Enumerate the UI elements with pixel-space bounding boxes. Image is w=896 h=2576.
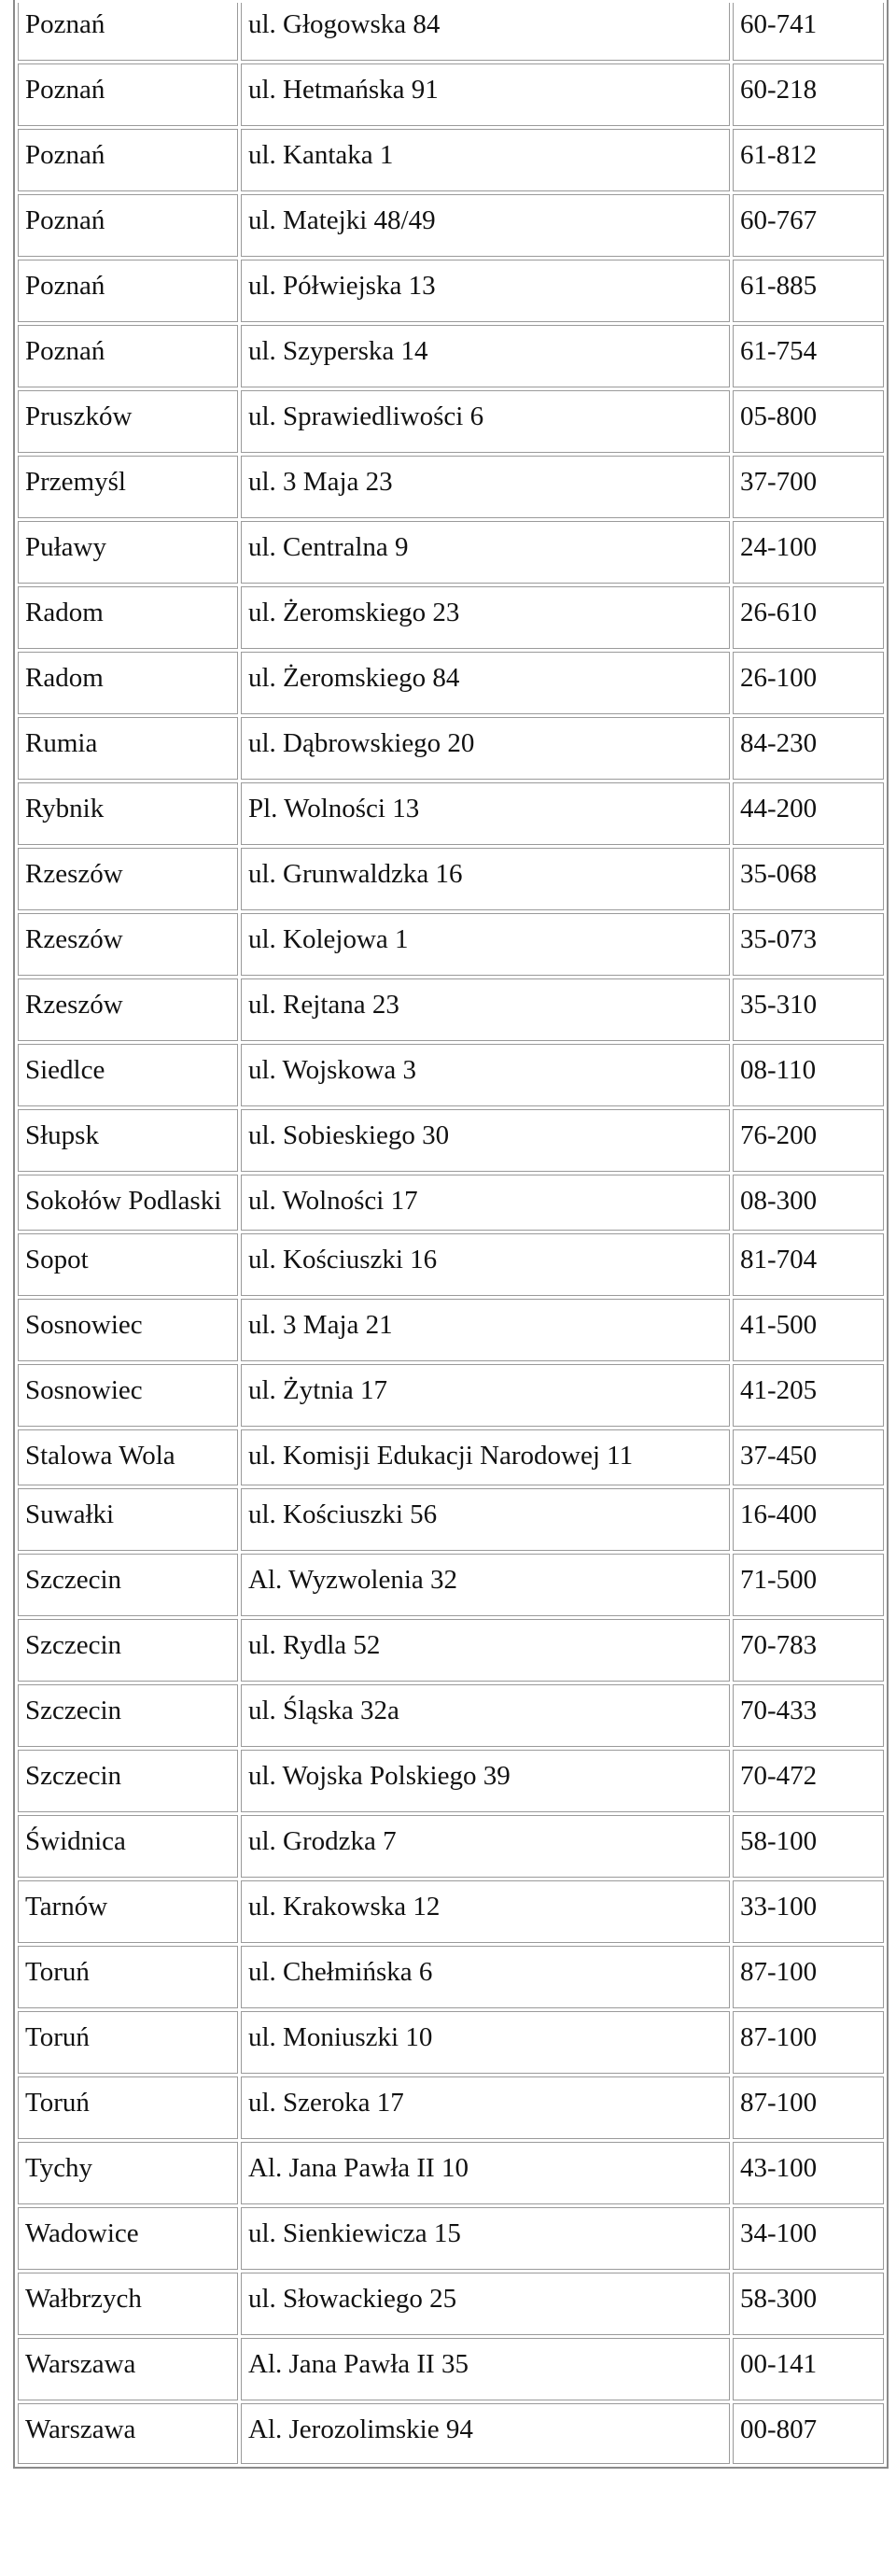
street-cell: ul. Dąbrowskiego 20 xyxy=(241,717,730,780)
street-cell: ul. Głogowska 84 xyxy=(241,3,730,61)
city-cell: Szczecin xyxy=(18,1554,238,1616)
postal-code-cell: 60-767 xyxy=(733,194,884,257)
city-cell: Poznań xyxy=(18,325,238,387)
postal-code-cell: 70-472 xyxy=(733,1750,884,1812)
postal-code-cell: 81-704 xyxy=(733,1233,884,1296)
street-cell: ul. Centralna 9 xyxy=(241,521,730,584)
table-row xyxy=(18,717,884,780)
postal-code-cell: 84-230 xyxy=(733,717,884,780)
postal-code-cell: 35-310 xyxy=(733,978,884,1041)
table-row xyxy=(18,1364,884,1427)
postal-code-cell: 24-100 xyxy=(733,521,884,584)
street-cell: ul. Wojska Polskiego 39 xyxy=(241,1750,730,1812)
postal-code-cell: 16-400 xyxy=(733,1488,884,1551)
postal-code-cell: 35-068 xyxy=(733,848,884,910)
table-row xyxy=(18,1109,884,1172)
street-cell: ul. Wojskowa 3 xyxy=(241,1044,730,1106)
street-cell: ul. Śląska 32a xyxy=(241,1684,730,1747)
postal-code-cell: 61-754 xyxy=(733,325,884,387)
postal-code-cell: 71-500 xyxy=(733,1554,884,1616)
postal-code-cell: 26-610 xyxy=(733,586,884,649)
table-row xyxy=(18,456,884,518)
postal-code-cell: 08-110 xyxy=(733,1044,884,1106)
postal-code-cell: 08-300 xyxy=(733,1175,884,1231)
city-cell: Sopot xyxy=(18,1233,238,1296)
table-row xyxy=(18,1488,884,1551)
table-row xyxy=(18,3,884,61)
street-cell: ul. 3 Maja 23 xyxy=(241,456,730,518)
street-cell: ul. Sprawiedliwości 6 xyxy=(241,390,730,453)
table-row xyxy=(18,913,884,976)
city-cell: Toruń xyxy=(18,1946,238,2008)
table-row xyxy=(18,1619,884,1682)
table-row xyxy=(18,586,884,649)
street-cell: ul. Kantaka 1 xyxy=(241,129,730,191)
street-cell: ul. 3 Maja 21 xyxy=(241,1299,730,1361)
city-cell: Poznań xyxy=(18,194,238,257)
street-cell: Al. Jana Pawła II 10 xyxy=(241,2142,730,2204)
city-cell: Tarnów xyxy=(18,1880,238,1943)
street-cell: ul. Wolności 17 xyxy=(241,1175,730,1231)
city-cell: Przemyśl xyxy=(18,456,238,518)
street-cell: ul. Żeromskiego 23 xyxy=(241,586,730,649)
postal-code-cell: 87-100 xyxy=(733,1946,884,2008)
city-cell: Rybnik xyxy=(18,782,238,845)
postal-code-cell: 60-741 xyxy=(733,3,884,61)
table-row xyxy=(18,1233,884,1296)
street-cell: ul. Kościuszki 16 xyxy=(241,1233,730,1296)
street-cell: ul. Komisji Edukacji Narodowej 11 xyxy=(241,1429,730,1485)
postal-code-cell: 87-100 xyxy=(733,2076,884,2139)
table-row xyxy=(18,1554,884,1616)
city-cell: Słupsk xyxy=(18,1109,238,1172)
city-cell: Radom xyxy=(18,652,238,714)
city-cell: Poznań xyxy=(18,129,238,191)
city-cell: Wadowice xyxy=(18,2207,238,2270)
street-cell: Pl. Wolności 13 xyxy=(241,782,730,845)
street-cell: ul. Żeromskiego 84 xyxy=(241,652,730,714)
postal-code-cell: 33-100 xyxy=(733,1880,884,1943)
street-cell: ul. Grunwaldzka 16 xyxy=(241,848,730,910)
postal-code-cell: 87-100 xyxy=(733,2011,884,2074)
city-cell: Toruń xyxy=(18,2076,238,2139)
city-cell: Tychy xyxy=(18,2142,238,2204)
address-table xyxy=(13,0,889,2469)
table-row xyxy=(18,2273,884,2335)
street-cell: ul. Grodzka 7 xyxy=(241,1815,730,1878)
street-cell: ul. Kolejowa 1 xyxy=(241,913,730,976)
table-row xyxy=(18,63,884,126)
city-cell: Warszawa xyxy=(18,2338,238,2400)
street-cell: Al. Jana Pawła II 35 xyxy=(241,2338,730,2400)
city-cell: Rzeszów xyxy=(18,913,238,976)
street-cell: ul. Żytnia 17 xyxy=(241,1364,730,1427)
table-row xyxy=(18,2207,884,2270)
postal-code-cell: 61-885 xyxy=(733,260,884,322)
postal-code-cell: 37-450 xyxy=(733,1429,884,1485)
table-row xyxy=(18,2403,884,2464)
table-row xyxy=(18,652,884,714)
street-cell: ul. Matejki 48/49 xyxy=(241,194,730,257)
city-cell: Sosnowiec xyxy=(18,1299,238,1361)
table-row xyxy=(18,1750,884,1812)
table-row xyxy=(18,1946,884,2008)
postal-code-cell: 61-812 xyxy=(733,129,884,191)
table-row xyxy=(18,2011,884,2074)
city-cell: Szczecin xyxy=(18,1684,238,1747)
table-row xyxy=(18,2142,884,2204)
table-row xyxy=(18,1429,884,1485)
city-cell: Szczecin xyxy=(18,1619,238,1682)
street-cell: Al. Jerozolimskie 94 xyxy=(241,2403,730,2464)
table-row xyxy=(18,390,884,453)
table-row xyxy=(18,325,884,387)
street-cell: ul. Hetmańska 91 xyxy=(241,63,730,126)
city-cell: Suwałki xyxy=(18,1488,238,1551)
table-row xyxy=(18,129,884,191)
city-cell: Szczecin xyxy=(18,1750,238,1812)
postal-code-cell: 34-100 xyxy=(733,2207,884,2270)
city-cell: Rzeszów xyxy=(18,978,238,1041)
city-cell: Sosnowiec xyxy=(18,1364,238,1427)
street-cell: ul. Szeroka 17 xyxy=(241,2076,730,2139)
city-cell: Toruń xyxy=(18,2011,238,2074)
table-row xyxy=(18,978,884,1041)
table-row xyxy=(18,2076,884,2139)
table-row xyxy=(18,260,884,322)
table-row xyxy=(18,1684,884,1747)
city-cell: Warszawa xyxy=(18,2403,238,2464)
city-cell: Świdnica xyxy=(18,1815,238,1878)
postal-code-cell: 44-200 xyxy=(733,782,884,845)
table-row xyxy=(18,521,884,584)
postal-code-cell: 00-807 xyxy=(733,2403,884,2464)
city-cell: Poznań xyxy=(18,63,238,126)
street-cell: Al. Wyzwolenia 32 xyxy=(241,1554,730,1616)
postal-code-cell: 00-141 xyxy=(733,2338,884,2400)
table-row xyxy=(18,1299,884,1361)
table-row xyxy=(18,1044,884,1106)
postal-code-cell: 35-073 xyxy=(733,913,884,976)
table-row xyxy=(18,848,884,910)
street-cell: ul. Rejtana 23 xyxy=(241,978,730,1041)
city-cell: Siedlce xyxy=(18,1044,238,1106)
postal-code-cell: 41-500 xyxy=(733,1299,884,1361)
street-cell: ul. Moniuszki 10 xyxy=(241,2011,730,2074)
postal-code-cell: 70-783 xyxy=(733,1619,884,1682)
city-cell: Rzeszów xyxy=(18,848,238,910)
city-cell: Rumia xyxy=(18,717,238,780)
address-table-body xyxy=(18,3,884,2464)
postal-code-cell: 43-100 xyxy=(733,2142,884,2204)
city-cell: Wałbrzych xyxy=(18,2273,238,2335)
street-cell: ul. Rydla 52 xyxy=(241,1619,730,1682)
street-cell: ul. Półwiejska 13 xyxy=(241,260,730,322)
city-cell: Stalowa Wola xyxy=(18,1429,238,1485)
city-cell: Pruszków xyxy=(18,390,238,453)
city-cell: Poznań xyxy=(18,260,238,322)
street-cell: ul. Krakowska 12 xyxy=(241,1880,730,1943)
table-row xyxy=(18,194,884,257)
postal-code-cell: 05-800 xyxy=(733,390,884,453)
postal-code-cell: 70-433 xyxy=(733,1684,884,1747)
street-cell: ul. Sobieskiego 30 xyxy=(241,1109,730,1172)
table-row xyxy=(18,1880,884,1943)
table-row xyxy=(18,2338,884,2400)
postal-code-cell: 41-205 xyxy=(733,1364,884,1427)
city-cell: Poznań xyxy=(18,3,238,61)
table-row xyxy=(18,1175,884,1231)
street-cell: ul. Słowackiego 25 xyxy=(241,2273,730,2335)
postal-code-cell: 58-100 xyxy=(733,1815,884,1878)
city-cell: Puławy xyxy=(18,521,238,584)
table-row xyxy=(18,1815,884,1878)
street-cell: ul. Kościuszki 56 xyxy=(241,1488,730,1551)
postal-code-cell: 37-700 xyxy=(733,456,884,518)
street-cell: ul. Szyperska 14 xyxy=(241,325,730,387)
city-cell: Sokołów Podlaski xyxy=(18,1175,238,1231)
postal-code-cell: 76-200 xyxy=(733,1109,884,1172)
street-cell: ul. Chełmińska 6 xyxy=(241,1946,730,2008)
table-row xyxy=(18,782,884,845)
street-cell: ul. Sienkiewicza 15 xyxy=(241,2207,730,2270)
postal-code-cell: 58-300 xyxy=(733,2273,884,2335)
city-cell: Radom xyxy=(18,586,238,649)
postal-code-cell: 26-100 xyxy=(733,652,884,714)
postal-code-cell: 60-218 xyxy=(733,63,884,126)
